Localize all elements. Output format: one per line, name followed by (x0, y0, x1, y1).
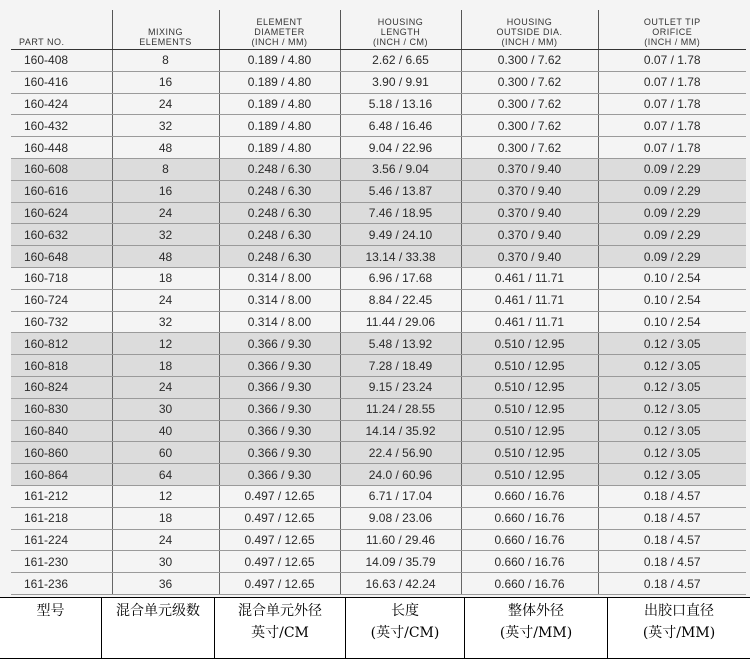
cell-housing-length: 5.18 / 13.16 (340, 93, 461, 115)
cell-housing-length: 9.49 / 24.10 (340, 224, 461, 246)
cell-part-no: 161-218 (11, 507, 112, 529)
cell-housing-length: 13.14 / 33.38 (340, 246, 461, 268)
cell-part-no: 160-830 (11, 398, 112, 420)
cell-element-diameter: 0.366 / 9.30 (219, 355, 340, 377)
table-row (11, 573, 746, 595)
cell-part-no: 160-424 (11, 93, 112, 115)
cn-cell-mixing-elements (102, 598, 215, 658)
cell-housing-length: 5.48 / 13.92 (340, 333, 461, 355)
cell-housing-length: 5.46 / 13.87 (340, 180, 461, 202)
table-row (11, 93, 746, 115)
cell-housing-outside-dia: 0.510 / 12.95 (461, 420, 598, 442)
table-row (11, 420, 746, 442)
cell-outlet-tip-orifice: 0.12 / 3.05 (598, 442, 746, 464)
cell-part-no: 160-860 (11, 442, 112, 464)
cell-outlet-tip-orifice: 0.12 / 3.05 (598, 420, 746, 442)
cell-housing-outside-dia: 0.660 / 16.76 (461, 485, 598, 507)
cell-outlet-tip-orifice: 0.07 / 1.78 (598, 93, 746, 115)
cell-outlet-tip-orifice: 0.09 / 2.29 (598, 158, 746, 180)
cell-housing-length: 11.24 / 28.55 (340, 398, 461, 420)
cell-part-no: 160-416 (11, 71, 112, 93)
cell-mixing-elements: 32 (112, 115, 219, 137)
cell-element-diameter: 0.248 / 6.30 (219, 224, 340, 246)
cn-label-mixing-elements: 混合单元级数 (116, 603, 200, 619)
cell-mixing-elements: 64 (112, 464, 219, 486)
cn-label-model: 型号 (36, 603, 65, 619)
cell-outlet-tip-orifice: 0.09 / 2.29 (598, 224, 746, 246)
table-row (11, 137, 746, 159)
cell-mixing-elements: 16 (112, 180, 219, 202)
cell-outlet-tip-orifice: 0.09 / 2.29 (598, 202, 746, 224)
cell-housing-length: 7.28 / 18.49 (340, 355, 461, 377)
cell-part-no: 160-718 (11, 267, 112, 289)
chinese-header-bar (0, 597, 750, 670)
cell-element-diameter: 0.366 / 9.30 (219, 398, 340, 420)
cell-element-diameter: 0.366 / 9.30 (219, 464, 340, 486)
cell-mixing-elements: 24 (112, 529, 219, 551)
cell-housing-outside-dia: 0.660 / 16.76 (461, 529, 598, 551)
cell-housing-length: 24.0 / 60.96 (340, 464, 461, 486)
cell-part-no: 161-230 (11, 551, 112, 573)
table-row (11, 355, 746, 377)
cn-cell-outside-dia (465, 598, 608, 658)
cell-housing-outside-dia: 0.510 / 12.95 (461, 442, 598, 464)
cell-housing-length: 16.63 / 42.24 (340, 573, 461, 595)
cell-housing-length: 3.90 / 9.91 (340, 71, 461, 93)
cn-cell-length (346, 598, 465, 658)
cn-cell-orifice (608, 598, 750, 658)
cell-mixing-elements: 32 (112, 224, 219, 246)
cell-element-diameter: 0.366 / 9.30 (219, 442, 340, 464)
cell-housing-length: 14.14 / 35.92 (340, 420, 461, 442)
cell-part-no: 160-864 (11, 464, 112, 486)
cell-mixing-elements: 8 (112, 50, 219, 72)
cn-label-element-diameter: 混合单元外径 (238, 603, 322, 619)
table-row (11, 115, 746, 137)
cell-housing-length: 7.46 / 18.95 (340, 202, 461, 224)
cell-element-diameter: 0.314 / 8.00 (219, 311, 340, 333)
cell-outlet-tip-orifice: 0.10 / 2.54 (598, 289, 746, 311)
cell-housing-length: 8.84 / 22.45 (340, 289, 461, 311)
cell-housing-length: 11.44 / 29.06 (340, 311, 461, 333)
cn-unit-outside-dia: (英寸/MM) (499, 625, 573, 641)
table-row (11, 464, 746, 486)
cell-housing-outside-dia: 0.660 / 16.76 (461, 573, 598, 595)
cell-mixing-elements: 8 (112, 158, 219, 180)
cell-outlet-tip-orifice: 0.12 / 3.05 (598, 398, 746, 420)
cell-housing-outside-dia: 0.370 / 9.40 (461, 180, 598, 202)
cell-housing-outside-dia: 0.370 / 9.40 (461, 202, 598, 224)
cell-mixing-elements: 24 (112, 202, 219, 224)
cell-housing-length: 9.04 / 22.96 (340, 137, 461, 159)
table-row (11, 224, 746, 246)
cell-mixing-elements: 24 (112, 93, 219, 115)
cell-housing-outside-dia: 0.370 / 9.40 (461, 224, 598, 246)
cell-mixing-elements: 30 (112, 551, 219, 573)
cell-housing-length: 9.08 / 23.06 (340, 507, 461, 529)
cn-cell-model (0, 598, 102, 658)
table-row (11, 333, 746, 355)
table-row (11, 71, 746, 93)
cell-mixing-elements: 18 (112, 267, 219, 289)
cell-part-no: 160-408 (11, 50, 112, 72)
cn-label-length: 长度 (391, 603, 419, 619)
table-row (11, 376, 746, 398)
cell-housing-outside-dia: 0.300 / 7.62 (461, 115, 598, 137)
cell-element-diameter: 0.189 / 4.80 (219, 71, 340, 93)
cell-mixing-elements: 24 (112, 376, 219, 398)
col-header-housing-outside-dia: HOUSING OUTSIDE DIA. (INCH / MM) (461, 10, 598, 50)
cell-part-no: 160-812 (11, 333, 112, 355)
table-row (11, 158, 746, 180)
cell-outlet-tip-orifice: 0.18 / 4.57 (598, 529, 746, 551)
cell-part-no: 160-818 (11, 355, 112, 377)
cell-element-diameter: 0.248 / 6.30 (219, 158, 340, 180)
cell-outlet-tip-orifice: 0.12 / 3.05 (598, 376, 746, 398)
cell-part-no: 160-840 (11, 420, 112, 442)
table-row (11, 180, 746, 202)
cell-element-diameter: 0.189 / 4.80 (219, 137, 340, 159)
cell-housing-outside-dia: 0.660 / 16.76 (461, 551, 598, 573)
cell-outlet-tip-orifice: 0.07 / 1.78 (598, 50, 746, 72)
cell-outlet-tip-orifice: 0.09 / 2.29 (598, 180, 746, 202)
cell-outlet-tip-orifice: 0.12 / 3.05 (598, 355, 746, 377)
table-row (11, 289, 746, 311)
cell-element-diameter: 0.366 / 9.30 (219, 376, 340, 398)
cell-housing-outside-dia: 0.510 / 12.95 (461, 376, 598, 398)
cell-outlet-tip-orifice: 0.12 / 3.05 (598, 464, 746, 486)
table-row (11, 551, 746, 573)
col-header-mixing-elements: MIXING ELEMENTS (112, 10, 219, 50)
cell-part-no: 160-732 (11, 311, 112, 333)
cn-unit-element-diameter: 英寸/CM (251, 625, 309, 641)
cell-housing-length: 6.96 / 17.68 (340, 267, 461, 289)
cell-element-diameter: 0.248 / 6.30 (219, 180, 340, 202)
cn-unit-orifice: (英寸/MM) (642, 625, 716, 641)
cell-outlet-tip-orifice: 0.18 / 4.57 (598, 551, 746, 573)
cell-element-diameter: 0.366 / 9.30 (219, 420, 340, 442)
cell-mixing-elements: 12 (112, 485, 219, 507)
cell-part-no: 160-632 (11, 224, 112, 246)
cell-part-no: 161-224 (11, 529, 112, 551)
table-row (11, 50, 746, 72)
cell-housing-length: 22.4 / 56.90 (340, 442, 461, 464)
table-row (11, 485, 746, 507)
cell-housing-outside-dia: 0.510 / 12.95 (461, 355, 598, 377)
cell-housing-length: 3.56 / 9.04 (340, 158, 461, 180)
cell-housing-outside-dia: 0.370 / 9.40 (461, 158, 598, 180)
cell-housing-outside-dia: 0.510 / 12.95 (461, 333, 598, 355)
cell-element-diameter: 0.497 / 12.65 (219, 529, 340, 551)
cell-housing-length: 14.09 / 35.79 (340, 551, 461, 573)
cell-part-no: 160-608 (11, 158, 112, 180)
cell-part-no: 160-448 (11, 137, 112, 159)
cell-mixing-elements: 48 (112, 246, 219, 268)
cell-part-no: 160-624 (11, 202, 112, 224)
cell-housing-outside-dia: 0.370 / 9.40 (461, 246, 598, 268)
cell-element-diameter: 0.497 / 12.65 (219, 507, 340, 529)
cn-bottom-rule (0, 658, 750, 659)
cell-part-no: 160-824 (11, 376, 112, 398)
table-row (11, 398, 746, 420)
cell-housing-length: 6.48 / 16.46 (340, 115, 461, 137)
table-row (11, 267, 746, 289)
cell-mixing-elements: 18 (112, 507, 219, 529)
cell-element-diameter: 0.497 / 12.65 (219, 551, 340, 573)
cell-housing-outside-dia: 0.300 / 7.62 (461, 50, 598, 72)
cell-outlet-tip-orifice: 0.18 / 4.57 (598, 507, 746, 529)
cell-element-diameter: 0.248 / 6.30 (219, 202, 340, 224)
cell-outlet-tip-orifice: 0.18 / 4.57 (598, 573, 746, 595)
cn-cell-element-diameter (215, 598, 346, 658)
table-row (11, 246, 746, 268)
mixer-spec-table (11, 10, 746, 595)
cell-housing-outside-dia: 0.300 / 7.62 (461, 137, 598, 159)
cell-part-no: 160-648 (11, 246, 112, 268)
cell-mixing-elements: 24 (112, 289, 219, 311)
cell-part-no: 161-236 (11, 573, 112, 595)
cell-element-diameter: 0.189 / 4.80 (219, 93, 340, 115)
table-row (11, 529, 746, 551)
cell-outlet-tip-orifice: 0.12 / 3.05 (598, 333, 746, 355)
table-header-row (11, 10, 746, 50)
table-body (11, 50, 746, 595)
cell-housing-length: 6.71 / 17.04 (340, 485, 461, 507)
cell-outlet-tip-orifice: 0.07 / 1.78 (598, 137, 746, 159)
table-row (11, 507, 746, 529)
cell-element-diameter: 0.497 / 12.65 (219, 485, 340, 507)
cell-outlet-tip-orifice: 0.10 / 2.54 (598, 311, 746, 333)
cn-label-outside-dia: 整体外径 (508, 603, 564, 619)
cell-mixing-elements: 40 (112, 420, 219, 442)
cell-part-no: 160-724 (11, 289, 112, 311)
col-header-housing-length: HOUSING LENGTH (INCH / CM) (340, 10, 461, 50)
cell-housing-length: 2.62 / 6.65 (340, 50, 461, 72)
cell-housing-outside-dia: 0.461 / 11.71 (461, 289, 598, 311)
cell-housing-outside-dia: 0.300 / 7.62 (461, 93, 598, 115)
cell-element-diameter: 0.497 / 12.65 (219, 573, 340, 595)
cell-housing-outside-dia: 0.461 / 11.71 (461, 267, 598, 289)
cell-part-no: 161-212 (11, 485, 112, 507)
cell-outlet-tip-orifice: 0.07 / 1.78 (598, 115, 746, 137)
cell-part-no: 160-616 (11, 180, 112, 202)
cell-housing-outside-dia: 0.510 / 12.95 (461, 398, 598, 420)
cn-label-orifice: 出胶口直径 (644, 603, 714, 619)
cell-mixing-elements: 32 (112, 311, 219, 333)
cell-mixing-elements: 48 (112, 137, 219, 159)
cell-mixing-elements: 30 (112, 398, 219, 420)
table-row (11, 311, 746, 333)
table-row (11, 202, 746, 224)
cell-mixing-elements: 12 (112, 333, 219, 355)
cell-mixing-elements: 16 (112, 71, 219, 93)
cell-outlet-tip-orifice: 0.18 / 4.57 (598, 485, 746, 507)
table-row (11, 442, 746, 464)
col-header-outlet-tip-orifice: OUTLET TIP ORIFICE (INCH / MM) (598, 10, 746, 50)
cell-housing-outside-dia: 0.461 / 11.71 (461, 311, 598, 333)
cell-mixing-elements: 36 (112, 573, 219, 595)
cell-element-diameter: 0.366 / 9.30 (219, 333, 340, 355)
cell-element-diameter: 0.314 / 8.00 (219, 267, 340, 289)
cell-housing-outside-dia: 0.300 / 7.62 (461, 71, 598, 93)
cn-unit-length: (英寸/CM) (370, 625, 440, 641)
cell-housing-length: 9.15 / 23.24 (340, 376, 461, 398)
cell-housing-outside-dia: 0.510 / 12.95 (461, 464, 598, 486)
cell-outlet-tip-orifice: 0.09 / 2.29 (598, 246, 746, 268)
cell-outlet-tip-orifice: 0.07 / 1.78 (598, 71, 746, 93)
cell-outlet-tip-orifice: 0.10 / 2.54 (598, 267, 746, 289)
cell-element-diameter: 0.314 / 8.00 (219, 289, 340, 311)
cell-element-diameter: 0.189 / 4.80 (219, 50, 340, 72)
cell-mixing-elements: 60 (112, 442, 219, 464)
cell-element-diameter: 0.248 / 6.30 (219, 246, 340, 268)
cell-housing-length: 11.60 / 29.46 (340, 529, 461, 551)
col-header-element-diameter: ELEMENT DIAMETER (INCH / MM) (219, 10, 340, 50)
cell-mixing-elements: 18 (112, 355, 219, 377)
cell-element-diameter: 0.189 / 4.80 (219, 115, 340, 137)
cell-part-no: 160-432 (11, 115, 112, 137)
col-header-part-no: PART NO. (11, 10, 112, 50)
cell-housing-outside-dia: 0.660 / 16.76 (461, 507, 598, 529)
